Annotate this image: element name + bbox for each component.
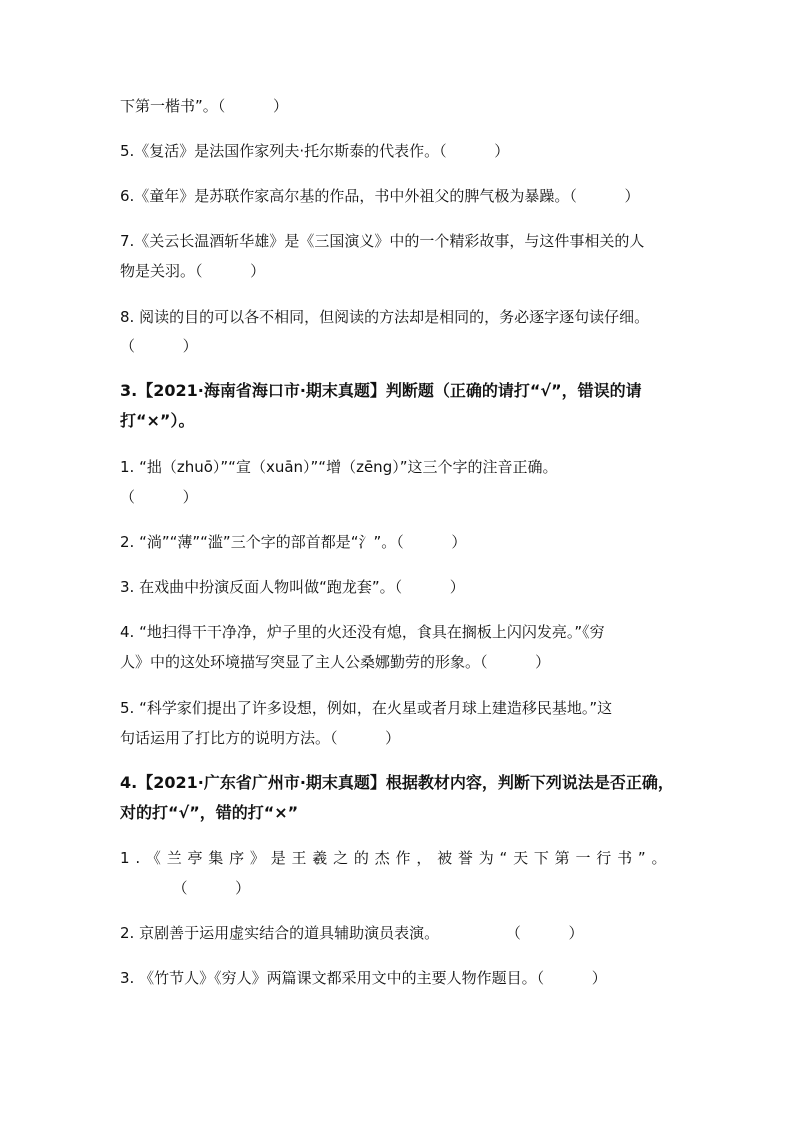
section-heading: 4.【2021·广东省广州市·期末真题】根据教材内容，判断下列说法是否正确， xyxy=(120,773,674,792)
text-line: 7.《关云长温酒斩华雄》是《三国演义》中的一个精彩故事，与这件事相关的人 xyxy=(120,232,645,250)
text-line: 1. “拙（zhuō）”“宣（xuān）”“增（zēng）”这三个字的注音正确。 xyxy=(120,458,558,476)
text-line: 5. “科学家们提出了许多设想，例如，在火星或者月球上建造移民基地。”这 xyxy=(120,699,613,717)
text-line: 3. 《竹节人》《穷人》两篇课文都采用文中的主要人物作题目。（ ） xyxy=(120,969,607,987)
text-line: 5.《复活》是法国作家列夫·托尔斯泰的代表作。（ ） xyxy=(120,142,510,160)
text-line: 2. 京剧善于运用虚实结合的道具辅助演员表演。 （ ） xyxy=(120,924,584,942)
text-line: 人》中的这处环境描写突显了主人公桑娜勤劳的形象。（ ） xyxy=(120,653,551,671)
text-line: 句话运用了打比方的说明方法。（ ） xyxy=(120,729,401,747)
text-line: 物是关羽。（ ） xyxy=(120,262,266,280)
text-line: 4. “地扫得干干净净，炉子里的火还没有熄，食具在搁板上闪闪发亮。”《穷 xyxy=(120,623,605,641)
text-line: 1.《兰亭集序》是王羲之的杰作，被誉为“天下第一行书”。 xyxy=(120,849,673,867)
text-line: 8. 阅读的目的可以各不相同，但阅读的方法却是相同的，务必逐字逐句读仔细。 xyxy=(120,308,650,326)
text-line: 3. 在戏曲中扮演反面人物叫做“跑龙套”。（ ） xyxy=(120,578,465,596)
text-line: （ ） xyxy=(120,337,198,355)
text-line: （ ） xyxy=(120,488,198,506)
text-line: 2. “淌”“薄”“滥”三个字的部首都是“氵”。（ ） xyxy=(120,533,467,551)
text-line: 下第一楷书”。（ ） xyxy=(120,97,288,115)
text-line: 6.《童年》是苏联作家高尔基的作品，书中外祖父的脾气极为暴躁。（ ） xyxy=(120,187,640,205)
text-line: （ ） xyxy=(120,879,251,897)
section-heading: 打“×”）。 xyxy=(120,411,195,430)
section-heading: 3.【2021·海南省海口市·期末真题】判断题（正确的请打“√”，错误的请 xyxy=(120,381,642,400)
section-heading: 对的打“√”，错的打“×” xyxy=(120,803,299,822)
